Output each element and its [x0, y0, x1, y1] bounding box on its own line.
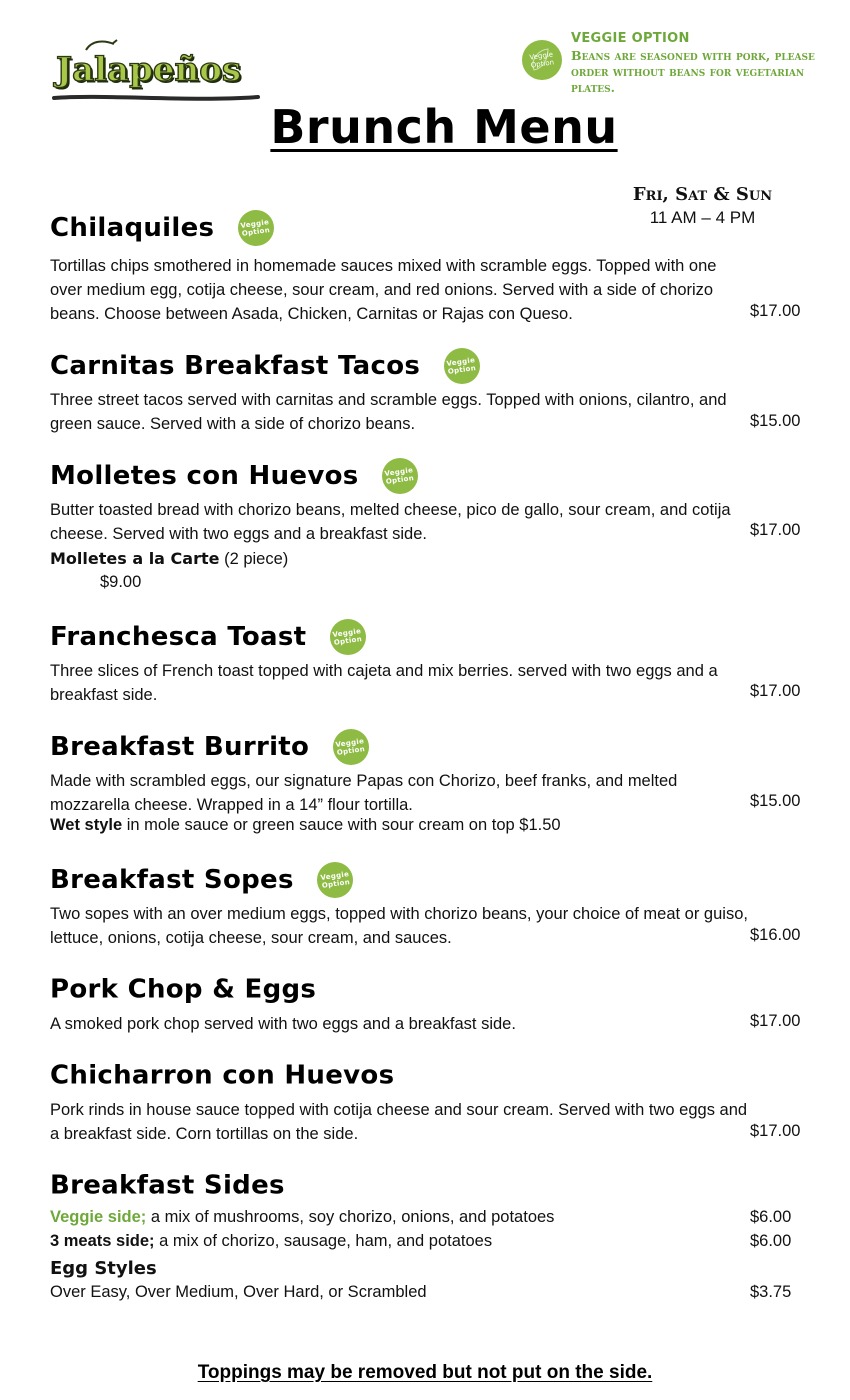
menu-item-description: Butter toasted bread with chorizo beans, melted cheese, pico de gallo, sour cream, and cotija cheese. Served with two eggs and a breakfast side.	[50, 501, 731, 543]
logo-text: Jalapeños	[56, 51, 242, 89]
meats-side-line	[50, 1232, 492, 1251]
menu-item-description: Made with scrambled eggs, our signature Papas con Chorizo, beef franks, and melted mozzarella cheese. Wrapped in a 14” flour tortilla.	[50, 772, 678, 814]
menu-item-description: Three slices of French toast topped with cajeta and mix berries. served with two eggs and a breakfast side.	[50, 662, 718, 704]
menu-item-price: $17.00	[750, 302, 801, 320]
wet-style-line	[50, 816, 561, 835]
item-name-text: Carnitas Breakfast Tacos	[50, 351, 421, 381]
veggie-option-icon	[238, 210, 274, 246]
legend-title: VEGGIE OPTION	[571, 31, 690, 46]
hours-days: Fri, Sat & Sun	[632, 184, 773, 205]
a-la-carte-name: Molletes a la Carte	[50, 549, 220, 568]
item-name-text: Pork Chop & Eggs	[50, 974, 317, 1005]
item-name-text: Chicharron con Huevos	[50, 1060, 395, 1091]
veggie-side-text: a mix of mushrooms, soy chorizo, onions, and potatoes	[150, 1208, 555, 1226]
menu-item-price: $17.00	[750, 1122, 801, 1140]
veggie-option-icon	[444, 348, 480, 384]
menu-item-description: Pork rinds in house sauce topped with cotija cheese and sour cream. Served with two eggs and a breakfast side. Corn tortillas on the side.	[50, 1101, 748, 1143]
veggie-badge-text: Veggie Option	[319, 870, 351, 890]
veggie-badge-text: Veggie Option	[446, 356, 477, 376]
egg-styles-title: Egg Styles	[50, 1258, 157, 1279]
menu-item-description: Three street tacos served with carnitas and scramble eggs. Topped with onions, cilantro, and green sauce. Served with a side of chorizo beans.	[50, 391, 727, 433]
item-name-text: Breakfast Burrito	[50, 732, 310, 762]
wet-style-text: in mole sauce or green sauce with sour cream on top $1.50	[126, 816, 561, 834]
a-la-carte-line	[50, 549, 288, 569]
item-name-text: Molletes con Huevos	[50, 461, 359, 491]
menu-item-description: A smoked pork chop served with two eggs and a breakfast side.	[50, 1015, 516, 1033]
menu-item-name	[50, 974, 316, 1005]
item-name-text: Chilaquiles	[50, 213, 215, 243]
a-la-carte-price: $9.00	[100, 573, 142, 591]
veggie-badge-text: Veggie Option	[240, 218, 271, 238]
menu-item-name	[50, 458, 418, 494]
page-title: Brunch Menu	[270, 100, 618, 154]
legend-note: Beans are seasoned with pork, please order without beans for vegetarian plates.	[571, 48, 815, 95]
pepper-stem-icon	[82, 38, 118, 52]
veggie-side-label: Veggie side;	[50, 1208, 147, 1226]
menu-item-price: $15.00	[750, 792, 801, 810]
menu-item-price: $15.00	[750, 412, 801, 430]
veggie-badge-text: Veggie Option	[332, 627, 363, 647]
sides-section-title	[50, 1170, 285, 1201]
menu-item-name	[50, 348, 480, 384]
a-la-carte-note: (2 piece)	[224, 550, 289, 568]
veggie-option-icon	[330, 619, 366, 655]
menu-item-price: $17.00	[750, 521, 801, 539]
veggie-side-price: $6.00	[750, 1208, 792, 1226]
veggie-badge-text: Veggie Option	[335, 737, 366, 757]
veggie-badge-text: Veggie Option	[529, 50, 555, 70]
wet-style-label: Wet style	[50, 816, 123, 834]
egg-styles-text: Over Easy, Over Medium, Over Hard, or Scrambled	[50, 1283, 427, 1301]
veggie-option-icon	[522, 40, 562, 80]
item-name-text: Franchesca Toast	[50, 622, 307, 652]
hours-time: 11 AM – 4 PM	[649, 208, 756, 227]
menu-item-price: $16.00	[750, 926, 801, 944]
meats-side-label: 3 meats side;	[50, 1232, 155, 1250]
egg-styles-price: $3.75	[750, 1283, 792, 1301]
menu-item-name	[50, 862, 353, 898]
veggie-side-line	[50, 1208, 554, 1227]
menu-item-description: Two sopes with an over medium eggs, topped with chorizo beans, your choice of meat or guiso, lettuce, onions, cotija cheese, sour cream, and sauces.	[50, 905, 748, 947]
meats-side-price: $6.00	[750, 1232, 792, 1250]
menu-item-description: Tortillas chips smothered in homemade sauces mixed with scramble eggs. Topped with one over medium egg, cotija cheese, sour cream, and red onions. Served with a side of chorizo beans. Choose between Asada, Chicken, Carnitas or Rajas con Queso.	[50, 257, 717, 323]
sides-title-text: Breakfast Sides	[50, 1170, 285, 1201]
menu-item-price: $17.00	[750, 682, 801, 700]
veggie-option-icon	[382, 458, 418, 494]
footer-note: Toppings may be removed but not put on the side.	[197, 1362, 653, 1383]
veggie-option-icon	[333, 729, 369, 765]
menu-item-name	[50, 1060, 394, 1091]
meats-side-text: a mix of chorizo, sausage, ham, and potatoes	[159, 1232, 493, 1250]
veggie-badge-text: Veggie Option	[384, 466, 415, 486]
item-name-text: Breakfast Sopes	[50, 865, 294, 895]
menu-item-name	[50, 729, 369, 765]
menu-item-name	[50, 210, 274, 246]
menu-item-name	[50, 619, 366, 655]
veggie-option-icon	[317, 862, 353, 898]
menu-item-price: $17.00	[750, 1012, 801, 1030]
